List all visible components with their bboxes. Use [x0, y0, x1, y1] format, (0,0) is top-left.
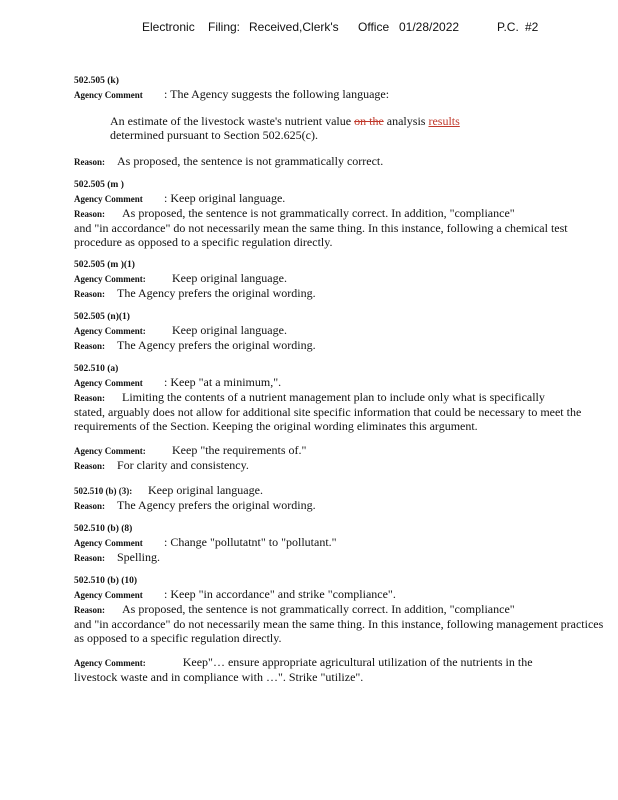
reason-label: Reason: [74, 461, 105, 471]
document-body [74, 75, 604, 694]
header-filing: Filing: [208, 20, 241, 34]
section-code: 502.510 (b) (10) [74, 576, 138, 586]
agency-comment-label: Agency Comment [74, 538, 143, 548]
agency-comment-label: Agency Comment: [74, 326, 146, 336]
agency-comment-label: Agency Comment [74, 90, 143, 100]
agency-comment-label: Agency Comment: [74, 274, 146, 284]
agency-comment-text: : The Agency suggests the following language: [164, 87, 390, 101]
reason-text: For clarity and consistency. [117, 458, 249, 472]
quote-text-mid: analysis [383, 114, 429, 128]
agency-comment-text: Keep "the requirements of." [172, 443, 307, 457]
reason-text: As proposed, the sentence is not grammatically correct. In addition, "compliance" [122, 206, 515, 220]
agency-comment-row [74, 271, 604, 286]
header-office: Office [358, 20, 390, 34]
agency-comment-text: Keep original language. [172, 323, 287, 337]
agency-comment-row [74, 443, 604, 458]
section-code: 502.510 (b) (3): [74, 486, 133, 496]
reason-paragraph [74, 390, 604, 433]
reason-label: Reason: [74, 553, 105, 563]
section-code: 502.510 (a) [74, 364, 119, 374]
header-date: 01/28/2022 [399, 20, 460, 34]
reason-text-continued: and "in accordance" do not necessarily mean the same thing. In this instance, following a chemical test procedure as opposed to a specific regulation directly. [74, 221, 568, 249]
reason-label: Reason: [74, 605, 105, 615]
agency-comment-row [74, 87, 604, 102]
section-502-505-k [74, 75, 604, 169]
agency-comment-label: Agency Comment: [74, 446, 146, 456]
section-502-505-m-1 [74, 259, 604, 301]
section-502-510-b-3 [74, 483, 604, 513]
reason-row [74, 286, 604, 301]
reason-text: The Agency prefers the original wording. [117, 338, 316, 352]
agency-comment-text: : Keep original language. [164, 191, 286, 205]
reason-text: Limiting the contents of a nutrient management plan to include only what is specifically [122, 390, 545, 404]
section-requirements-of [74, 443, 604, 473]
reason-text-continued: and "in accordance" do not necessarily mean the same thing. In this instance, following management practices as opposed to a specific regulation directly. [74, 617, 604, 645]
reason-label: Reason: [74, 157, 105, 167]
reason-paragraph [74, 602, 604, 645]
quote-text: An estimate of the livestock waste's nutrient value [110, 114, 355, 128]
agency-comment-text: Keep original language. [172, 271, 287, 285]
agency-comment-label: Agency Comment [74, 194, 143, 204]
agency-comment-row [74, 587, 604, 602]
agency-comment-label: Agency Comment [74, 378, 143, 388]
proposed-language-quote [110, 114, 604, 142]
header-electronic: Electronic [142, 20, 195, 34]
section-code: 502.505 (n)(1) [74, 312, 130, 322]
reason-text: As proposed, the sentence is not grammatically correct. [117, 154, 384, 168]
reason-row [74, 550, 604, 565]
reason-label: Reason: [74, 393, 105, 403]
reason-text: The Agency prefers the original wording. [117, 286, 316, 300]
reason-row [74, 338, 604, 353]
header-received: Received,Clerk's [249, 20, 339, 34]
section-502-510-b-8 [74, 523, 604, 565]
page-header [0, 20, 618, 36]
reason-row [74, 458, 604, 473]
agency-comment-label: Agency Comment [74, 590, 143, 600]
section-code: 502.505 (m )(1) [74, 260, 135, 270]
agency-comment-row [74, 191, 604, 206]
agency-comment-paragraph [74, 655, 604, 684]
reason-text-continued: stated, arguably does not allow for additional site specific information that could be necessary to meet the requirements of the Section. Keeping the original wording eliminates this argument. [74, 405, 582, 433]
deleted-text: on the [354, 114, 384, 128]
section-utilization [74, 655, 604, 684]
quote-line-2: determined pursuant to Section 502.625(c). [110, 128, 318, 142]
reason-label: Reason: [74, 501, 105, 511]
agency-comment-text: : Change "pollutatnt" to "pollutant." [164, 535, 337, 549]
section-code: 502.510 (b) (8) [74, 524, 133, 534]
reason-text: The Agency prefers the original wording. [117, 498, 316, 512]
section-502-505-n-1 [74, 311, 604, 353]
agency-comment-row [74, 535, 604, 550]
agency-comment-row [74, 323, 604, 338]
header-pc: P.C. [497, 20, 519, 34]
agency-comment-label: Agency Comment: [74, 658, 146, 668]
agency-comment-text: Keep original language. [148, 483, 263, 497]
agency-comment-continued: livestock waste and in compliance with …". Strike "utilize". [74, 670, 364, 684]
section-code-row [74, 483, 604, 498]
reason-row [74, 154, 604, 169]
reason-text: Spelling. [117, 550, 161, 564]
agency-comment-text: : Keep "in accordance" and strike "compliance". [164, 587, 396, 601]
header-number: #2 [525, 20, 539, 34]
section-code: 502.505 (k) [74, 76, 119, 86]
reason-label: Reason: [74, 209, 105, 219]
section-502-510-b-10 [74, 575, 604, 645]
agency-comment-row [74, 375, 604, 390]
reason-label: Reason: [74, 341, 105, 351]
section-502-510-a [74, 363, 604, 433]
reason-label: Reason: [74, 289, 105, 299]
reason-paragraph [74, 206, 604, 249]
agency-comment-text: : Keep "at a minimum,". [164, 375, 282, 389]
inserted-text: results [428, 114, 460, 128]
reason-text: As proposed, the sentence is not grammatically correct. In addition, "compliance" [122, 602, 515, 616]
reason-row [74, 498, 604, 513]
agency-comment-text: Keep"… ensure appropriate agricultural utilization of the nutrients in the [182, 655, 533, 669]
section-502-505-m [74, 179, 604, 249]
section-code: 502.505 (m ) [74, 180, 124, 190]
